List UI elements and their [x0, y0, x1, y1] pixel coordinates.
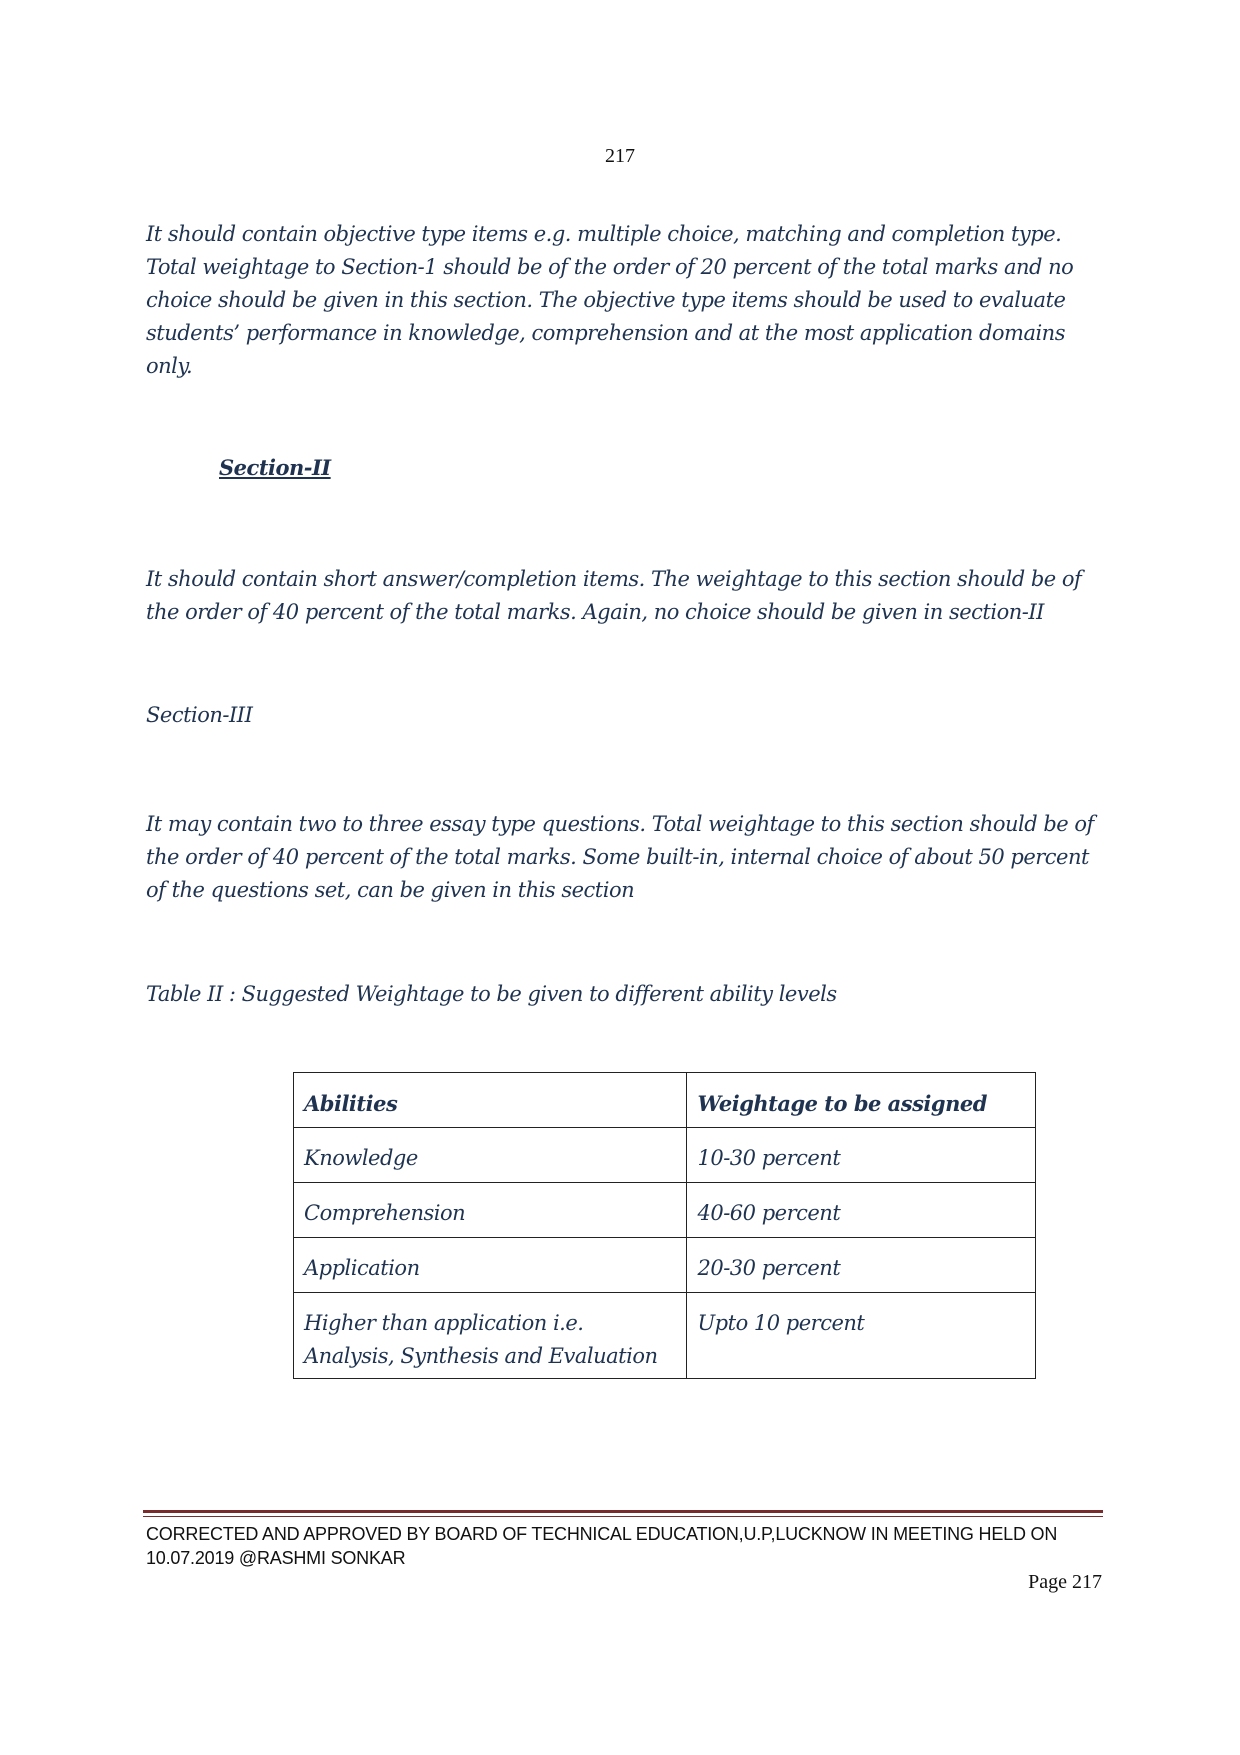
table-row: [294, 1183, 1036, 1238]
weightage-cell: 20-30 percent: [687, 1238, 1036, 1293]
paragraph-section-3: It may contain two to three essay type questions. Total weightage to this section should be of the order of 40 percent of the total marks. Some built-in, internal choice of about 50 percent of the questions set, can be given in this section: [146, 812, 1094, 902]
footer-divider: [143, 1510, 1103, 1517]
page-number-header: 217: [605, 145, 635, 167]
table-header-row: [294, 1073, 1036, 1128]
weightage-cell: 10-30 percent: [687, 1128, 1036, 1183]
footer-page-number: Page 217: [1028, 1571, 1102, 1593]
ability-cell: Application: [294, 1238, 687, 1293]
column-header-weightage: Weightage to be assigned: [687, 1073, 1036, 1128]
table-caption: Table II : Suggested Weightage to be given to different ability levels: [146, 982, 837, 1006]
weightage-table: [293, 1072, 1036, 1379]
ability-cell: Knowledge: [294, 1128, 687, 1183]
footer-approval-note: CORRECTED AND APPROVED BY BOARD OF TECHNICAL EDUCATION,U.P,LUCKNOW IN MEETING HELD ON 10.07.2019 @RASHMI SONKAR: [146, 1524, 1058, 1568]
table-row: [294, 1293, 1036, 1379]
ability-cell: Higher than application i.e. Analysis, Synthesis and Evaluation: [294, 1293, 687, 1379]
weightage-cell: 40-60 percent: [687, 1183, 1036, 1238]
table-row: [294, 1238, 1036, 1293]
column-header-abilities: Abilities: [294, 1073, 687, 1128]
paragraph-section-1: It should contain objective type items e.g. multiple choice, matching and completion type. Total weightage to Section-1 should be of the order of 20 percent of the total marks and no choice should be given in this section. The objective type items should be used to evaluate students’ performance in knowledge, comprehension and at the most application domains only.: [146, 222, 1074, 378]
weightage-cell: Upto 10 percent: [687, 1293, 1036, 1379]
ability-cell: Comprehension: [294, 1183, 687, 1238]
table-row: [294, 1128, 1036, 1183]
section-2-heading: Section-II: [219, 455, 331, 480]
section-3-heading: Section-III: [146, 703, 253, 727]
paragraph-section-2: It should contain short answer/completion items. The weightage to this section should be of the order of 40 percent of the total marks. Again, no choice should be given in section-II: [146, 567, 1082, 624]
